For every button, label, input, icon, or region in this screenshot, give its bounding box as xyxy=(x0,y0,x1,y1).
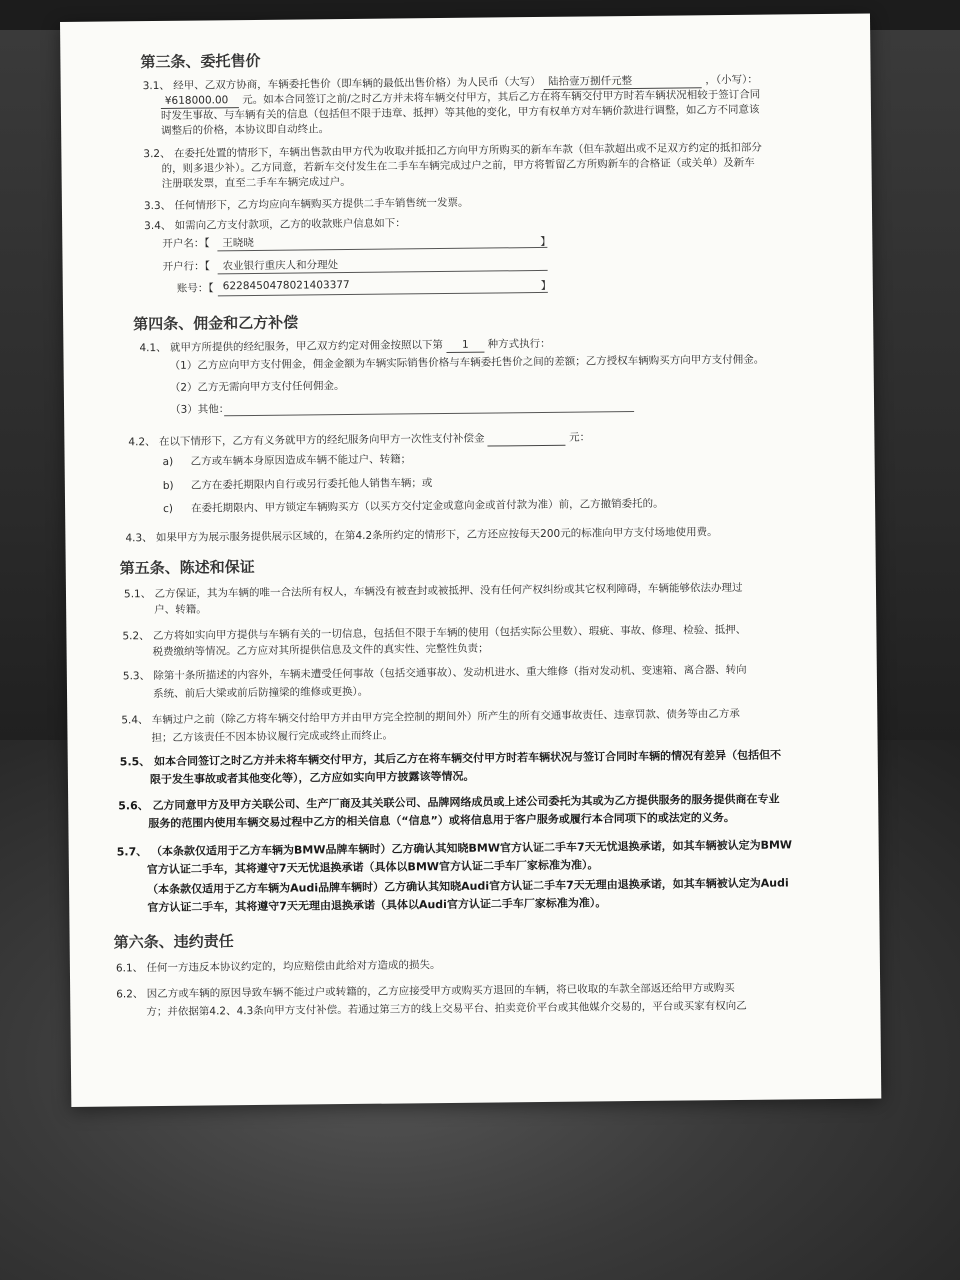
clause-5-7-line4: 官方认证二手车，其将遵守7天无理由退换承诺（具体以Audi官方认证二手车厂家标准为准）。 xyxy=(147,896,607,915)
clause-5-5-line2: 限于发生事故或者其他变化等），乙方应如实向甲方披露该等情况。 xyxy=(149,769,475,787)
option-1: （1）乙方应向甲方支付佣金，佣金金额为车辆实际销售价格与车辆委托售价之间的差额；乙方授权车辆购买方向甲方支付佣金。 xyxy=(169,353,765,372)
clause-3-1-line3: 时发生事故、与车辆有关的信息（包括但不限于违章、抵押）等其他的变化，甲方有权单方对车辆价款进行调整，如乙方不同意该 xyxy=(160,103,760,122)
contract-page xyxy=(60,14,881,1107)
account-number-underline xyxy=(218,292,548,296)
item-b: 乙方在委托期限内自行或另行委托他人销售车辆；或 xyxy=(190,477,433,492)
bracket-close-2: 】 xyxy=(540,279,552,292)
clause-6-2: 6.2、 因乙方或车辆的原因导致车辆不能过户或转籍的，乙方应接受甲方或购买方退回的车辆，将已收取的车款全部返还给甲方或购买 xyxy=(116,981,735,1001)
item-a: 乙方或车辆本身原因造成车辆不能过户、转籍； xyxy=(190,453,412,468)
price-in-words: 陆拾壹万捌仟元整 xyxy=(544,73,702,90)
account-bank-value: 农业银行重庆人和分理处 xyxy=(222,259,339,273)
option-2: （2）乙方无需向甲方支付任何佣金。 xyxy=(169,380,345,394)
clause-3-4: 3.4、 如需向乙方支付款项，乙方的收款账户信息如下： xyxy=(144,217,406,233)
clause-5-2-line2: 税费缴纳等情况。乙方应对其所提供信息及文件的真实性、完整性负责； xyxy=(152,642,489,659)
clause-3-2-line2: 的，则多退少补）。乙方同意，若新车交付发生在二手车车辆完成过户之前，甲方将暂留乙方所购新车的合格证（或关单）及新车 xyxy=(161,156,755,175)
clause-5-6: 5.6、 乙方同意甲方及甲方关联公司、生产厂商及其关联公司、品牌网络成员或上述公司委托为其或为乙方提供服务的服务提供商在专业 xyxy=(118,792,780,813)
clause-5-4: 5.4、 车辆过户之前（除乙方将车辆交付给甲方并由甲方完全控制的期间外）所产生的所有交通事故责任、违章罚款、债务等由乙方承 xyxy=(121,707,740,727)
account-bank-label: 开户行：【 xyxy=(162,260,210,273)
clause-3-1: 3.1、 经甲、乙双方协商，车辆委托售价（即车辆的最低出售价格）为人民币（大写） 陆拾壹万捌仟元整 ，（小写）： xyxy=(142,73,758,93)
clause-4-2: 4.2、 在以下情形下，乙方有义务就甲方的经纪服务向甲方一次性支付补偿金 元： xyxy=(128,431,591,449)
item-c-marker: c) xyxy=(163,502,174,515)
clause-5-2: 5.2、 乙方将如实向甲方提供与车辆有关的一切信息，包括但不限于车辆的使用（包括实际公里数）、瑕疵、事故、修理、检验、抵押、 xyxy=(122,623,747,643)
account-name-value: 王晓晓 xyxy=(222,236,254,250)
clause-4-1: 4.1、 就甲方所提供的经纪服务，甲乙双方约定对佣金按照以下第 1 种方式执行： xyxy=(139,337,551,355)
bracket-close-1: 】 xyxy=(540,235,551,248)
item-a-marker: a) xyxy=(162,455,174,468)
clause-4-3: 4.3、 如果甲方为展示服务提供展示区域的，在第4.2条所约定的情形下，乙方还应按每天200元的标准向甲方支付场地使用费。 xyxy=(125,526,718,545)
clause-5-7: 5.7、 （本条款仅适用于乙方车辆为BMW品牌车辆时）乙方确认其知晓BMW官方认证二手车7天无忧退换承诺，如其车辆被认定为BMW xyxy=(116,838,793,859)
section-3-title: 第三条、委托售价 xyxy=(140,51,261,72)
clause-5-3-line2: 系统、前后大梁或前后防撞梁的维修或更换）。 xyxy=(152,685,369,701)
clause-5-7-line3: （本条款仅适用于乙方车辆为Audi品牌车辆时）乙方确认其知晓Audi官方认证二手车7天无理由退换承诺，如其车辆被认定为Audi xyxy=(147,876,789,897)
account-name-underline xyxy=(217,247,547,251)
compensation-amount-blank xyxy=(488,431,566,447)
clause-3-3: 3.3、 任何情形下，乙方均应向车辆购买方提供二手车销售统一发票。 xyxy=(143,196,469,213)
clause-3-2: 3.2、 在委托处置的情形下，车辆出售款由甲方代为收取并抵扣乙方向甲方所购买的新车车款（但车款超出或不足双方约定的抵扣部分 xyxy=(143,141,762,161)
clause-5-5: 5.5、 如本合同签订之时乙方并未将车辆交付甲方，其后乙方在将车辆交付甲方时若车辆状况与签订合同时车辆的情况有差异（包括但不 xyxy=(119,748,782,769)
clause-3-1-line2: ¥618000.00 元。如本合同签订之前/之时乙方并未将车辆交付甲方，其后乙方在将车辆交付甲方时若车辆状况相较于签订合同 xyxy=(161,88,761,109)
clause-6-1: 6.1、 任何一方违反本协议约定的，均应赔偿由此给对方造成的损失。 xyxy=(115,959,441,975)
item-c: 在委托期限内、甲方锁定车辆购买方（以买方交付定金或意向金或首付款为准）前，乙方撤销委托的。 xyxy=(191,497,664,515)
clause-3-1-line4: 调整后的价格，本协议即自动终止。 xyxy=(161,123,330,137)
price-in-figures: ¥618000.00 xyxy=(161,93,239,109)
option-3: （3）其他： xyxy=(170,403,230,416)
clause-5-1: 5.1、 乙方保证，其为车辆的唯一合法所有权人，车辆没有被查封或被抵押、没有任何产权纠纷或其它权利障碍，车辆能够依法办理过 xyxy=(123,581,743,601)
clause-3-2-line3: 注册联发票，直至二手车车辆完成过户。 xyxy=(161,175,351,190)
account-number-value: 6228450478021403377 xyxy=(222,278,350,293)
clause-5-6-line2: 服务的范围内使用车辆交易过程中乙方的相关信息（“信息”）或将信息用于客户服务或履行本合同项下的或法定的义务。 xyxy=(148,810,735,831)
clause-5-1-line2: 户、转籍。 xyxy=(154,603,207,617)
option-3-underline xyxy=(224,411,634,416)
clause-5-7-line2: 官方认证二手车，其将遵守7天无忧退换承诺（具体以BMW官方认证二手车厂家标准为准）。 xyxy=(146,858,599,877)
section-6-title: 第六条、违约责任 xyxy=(113,932,234,952)
clause-5-4-line2: 担；乙方该责任不因本协议履行完成或终止而终止。 xyxy=(151,729,394,745)
clause-5-3: 5.3、 除第十条所描述的内容外，车辆未遭受任何事故（包括交通事故）、发动机进水、重大维修（指对发动机、变速箱、离合器、转向 xyxy=(122,663,747,683)
section-5-title: 第五条、陈述和保证 xyxy=(119,557,255,578)
commission-option-number: 1 xyxy=(446,338,484,353)
item-b-marker: b) xyxy=(162,479,174,492)
clause-6-2-line2: 方；并依据第4.2、4.3条向甲方支付补偿。若通过第三方的线上交易平台、拍卖竞价平台或其他媒介交易的，平台或买家有权向乙 xyxy=(146,999,747,1019)
section-4-title: 第四条、佣金和乙方补偿 xyxy=(133,313,299,334)
account-number-label: 账号：【 xyxy=(176,282,214,295)
account-name-label: 开户名：【 xyxy=(162,237,210,250)
